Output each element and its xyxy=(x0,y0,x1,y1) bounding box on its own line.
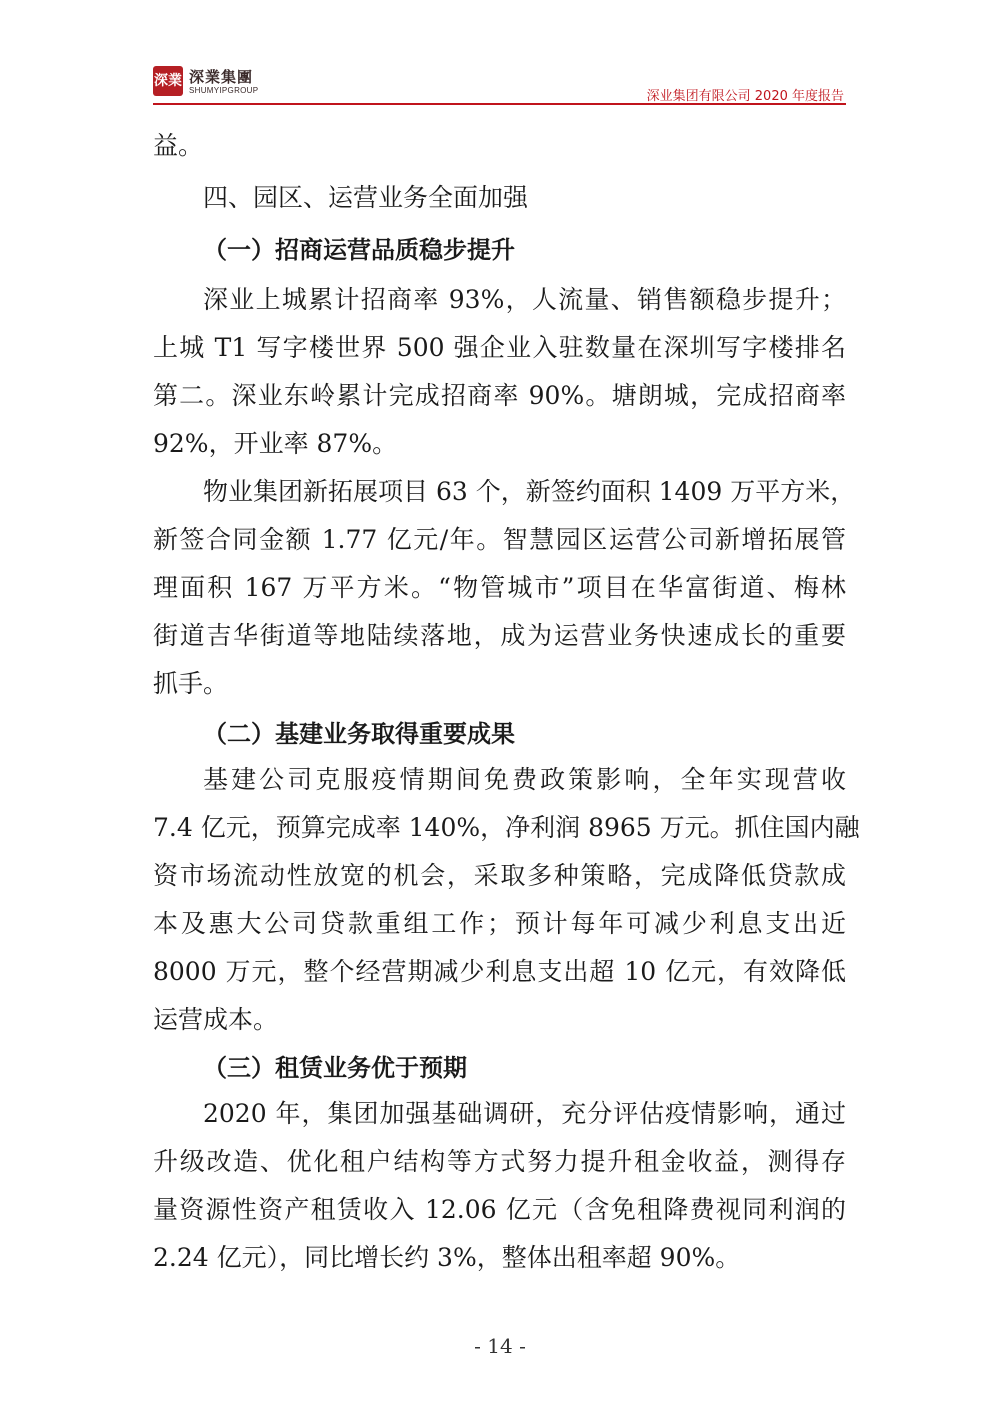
report-title: 深业集团有限公司 2020 年度报告 xyxy=(646,89,844,104)
paragraph-line: 深业上城累计招商率 93%，人流量、销售额稳步提升； xyxy=(203,285,846,314)
logo-text-cn: 深業集團 xyxy=(189,68,254,86)
paragraph-continuation: 益。 xyxy=(153,131,204,160)
paragraph-line: 基建公司克服疫情期间免费政策影响，全年实现营收 xyxy=(203,765,846,794)
logo-mark-glyph: 深業 xyxy=(154,73,182,89)
paragraph-line: 2.24 亿元），同比增长约 3%，整体出租率超 90%。 xyxy=(153,1243,741,1272)
paragraph-line: 升级改造、优化租户结构等方式努力提升租金收益，测得存 xyxy=(153,1147,846,1176)
subsection-heading: （二）基建业务取得重要成果 xyxy=(203,719,515,748)
paragraph-line: 2020 年，集团加强基础调研，充分评估疫情影响，通过 xyxy=(203,1099,846,1128)
company-logo xyxy=(153,66,263,100)
header-rule xyxy=(153,103,846,105)
paragraph-line: 抓手。 xyxy=(153,669,229,698)
paragraph-line: 理面积 167 万平方米。“物管城市”项目在华富街道、梅林 xyxy=(153,573,846,602)
paragraph-line: 街道吉华街道等地陆续落地，成为运营业务快速成长的重要 xyxy=(153,621,846,650)
section-heading: 四、园区、运营业务全面加强 xyxy=(203,183,529,212)
paragraph-line: 上城 T1 写字楼世界 500 强企业入驻数量在深圳写字楼排名 xyxy=(153,333,846,362)
paragraph-line: 第二。深业东岭累计完成招商率 90%。塘朗城，完成招商率 xyxy=(153,381,846,410)
paragraph-line: 运营成本。 xyxy=(153,1005,279,1034)
paragraph-line: 7.4 亿元，预算完成率 140%，净利润 8965 万元。抓住国内融 xyxy=(153,813,860,842)
paragraph-line: 本及惠大公司贷款重组工作；预计每年可减少利息支出近 xyxy=(153,909,846,938)
logo-mark-icon xyxy=(153,66,183,96)
paragraph-line: 资市场流动性放宽的机会，采取多种策略，完成降低贷款成 xyxy=(153,861,846,890)
paragraph-line: 量资源性资产租赁收入 12.06 亿元（含免租降费视同利润的 xyxy=(153,1195,846,1224)
logo-text-en: SHUMYIPGROUP xyxy=(189,86,259,95)
paragraph-line: 新签合同金额 1.77 亿元/年。智慧园区运营公司新增拓展管 xyxy=(153,525,846,554)
subsection-heading: （三）租赁业务优于预期 xyxy=(203,1053,467,1082)
page-number: - 14 - xyxy=(474,1334,526,1358)
subsection-heading: （一）招商运营品质稳步提升 xyxy=(203,235,515,264)
paragraph-line: 8000 万元，整个经营期减少利息支出超 10 亿元，有效降低 xyxy=(153,957,846,986)
paragraph-line: 92%，开业率 87%。 xyxy=(153,429,398,458)
paragraph-line: 物业集团新拓展项目 63 个，新签约面积 1409 万平方米， xyxy=(203,477,856,506)
